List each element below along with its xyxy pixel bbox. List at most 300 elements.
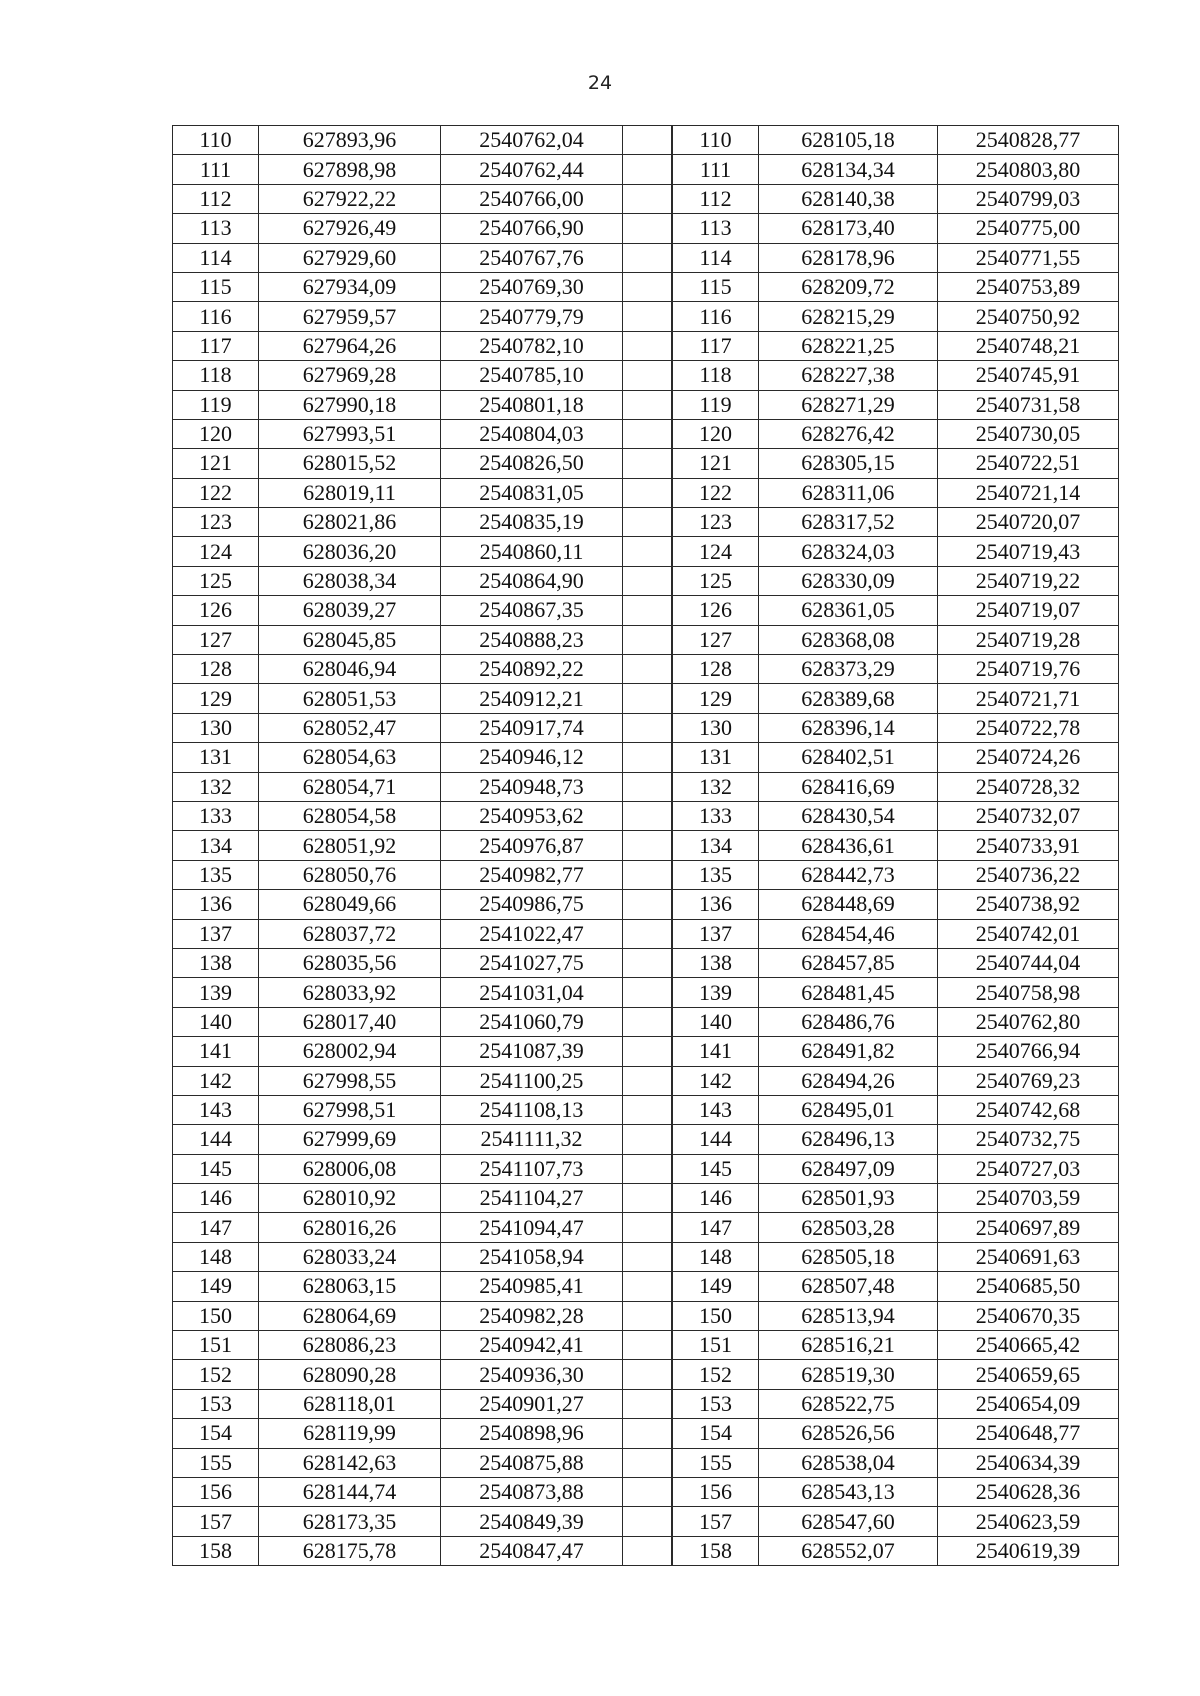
y-coordinate-cell: 2540719,76 bbox=[938, 655, 1119, 684]
empty-cell bbox=[623, 978, 672, 1007]
y-coordinate-cell: 2541087,39 bbox=[441, 1037, 623, 1066]
point-number-cell: 120 bbox=[173, 419, 259, 448]
y-coordinate-cell: 2541111,32 bbox=[441, 1125, 623, 1154]
point-number-cell: 116 bbox=[673, 302, 759, 331]
table-row bbox=[673, 625, 1119, 654]
x-coordinate-cell: 628505,18 bbox=[759, 1242, 938, 1271]
y-coordinate-cell: 2540750,92 bbox=[938, 302, 1119, 331]
x-coordinate-cell: 628037,72 bbox=[259, 919, 441, 948]
point-number-cell: 120 bbox=[673, 419, 759, 448]
x-coordinate-cell: 628402,51 bbox=[759, 743, 938, 772]
y-coordinate-cell: 2540697,89 bbox=[938, 1213, 1119, 1242]
table-row bbox=[173, 302, 672, 331]
x-coordinate-cell: 628513,94 bbox=[759, 1301, 938, 1330]
point-number-cell: 152 bbox=[173, 1360, 259, 1389]
table-row bbox=[673, 566, 1119, 595]
table-row bbox=[173, 978, 672, 1007]
y-coordinate-cell: 2540769,30 bbox=[441, 272, 623, 301]
empty-cell bbox=[623, 919, 672, 948]
table-row bbox=[173, 1272, 672, 1301]
page-number: 24 bbox=[587, 72, 613, 94]
table-row bbox=[173, 890, 672, 919]
empty-cell bbox=[623, 1037, 672, 1066]
table-row bbox=[673, 302, 1119, 331]
y-coordinate-cell: 2541058,94 bbox=[441, 1242, 623, 1271]
y-coordinate-cell: 2540738,92 bbox=[938, 890, 1119, 919]
table-row bbox=[173, 1154, 672, 1183]
x-coordinate-cell: 628051,53 bbox=[259, 684, 441, 713]
y-coordinate-cell: 2540732,75 bbox=[938, 1125, 1119, 1154]
x-coordinate-cell: 628175,78 bbox=[259, 1536, 441, 1565]
right-coordinate-table bbox=[672, 125, 1119, 1566]
point-number-cell: 142 bbox=[173, 1066, 259, 1095]
x-coordinate-cell: 628221,25 bbox=[759, 331, 938, 360]
y-coordinate-cell: 2540804,03 bbox=[441, 419, 623, 448]
point-number-cell: 119 bbox=[173, 390, 259, 419]
empty-cell bbox=[623, 1184, 672, 1213]
y-coordinate-cell: 2540648,77 bbox=[938, 1419, 1119, 1448]
point-number-cell: 141 bbox=[673, 1037, 759, 1066]
table-row bbox=[673, 801, 1119, 830]
point-number-cell: 158 bbox=[673, 1536, 759, 1565]
point-number-cell: 140 bbox=[173, 1007, 259, 1036]
y-coordinate-cell: 2540728,32 bbox=[938, 772, 1119, 801]
y-coordinate-cell: 2540719,43 bbox=[938, 537, 1119, 566]
table-row bbox=[673, 1095, 1119, 1124]
table-row bbox=[673, 1125, 1119, 1154]
y-coordinate-cell: 2541022,47 bbox=[441, 919, 623, 948]
x-coordinate-cell: 628396,14 bbox=[759, 713, 938, 742]
point-number-cell: 116 bbox=[173, 302, 259, 331]
table-row bbox=[673, 948, 1119, 977]
y-coordinate-cell: 2540917,74 bbox=[441, 713, 623, 742]
y-coordinate-cell: 2540753,89 bbox=[938, 272, 1119, 301]
table-row bbox=[173, 743, 672, 772]
empty-cell bbox=[623, 801, 672, 830]
point-number-cell: 129 bbox=[173, 684, 259, 713]
table-row bbox=[173, 478, 672, 507]
x-coordinate-cell: 628501,93 bbox=[759, 1184, 938, 1213]
y-coordinate-cell: 2540634,39 bbox=[938, 1448, 1119, 1477]
y-coordinate-cell: 2540744,04 bbox=[938, 948, 1119, 977]
y-coordinate-cell: 2540719,07 bbox=[938, 596, 1119, 625]
point-number-cell: 128 bbox=[673, 655, 759, 684]
y-coordinate-cell: 2540771,55 bbox=[938, 243, 1119, 272]
point-number-cell: 150 bbox=[673, 1301, 759, 1330]
point-number-cell: 133 bbox=[173, 801, 259, 830]
x-coordinate-cell: 628552,07 bbox=[759, 1536, 938, 1565]
x-coordinate-cell: 628494,26 bbox=[759, 1066, 938, 1095]
x-coordinate-cell: 627969,28 bbox=[259, 361, 441, 390]
empty-cell bbox=[623, 126, 672, 155]
y-coordinate-cell: 2540719,28 bbox=[938, 625, 1119, 654]
table-row bbox=[173, 1213, 672, 1242]
table-row bbox=[673, 1301, 1119, 1330]
y-coordinate-cell: 2540742,01 bbox=[938, 919, 1119, 948]
point-number-cell: 156 bbox=[673, 1477, 759, 1506]
y-coordinate-cell: 2540745,91 bbox=[938, 361, 1119, 390]
table-row bbox=[673, 126, 1119, 155]
point-number-cell: 121 bbox=[173, 449, 259, 478]
y-coordinate-cell: 2540799,03 bbox=[938, 184, 1119, 213]
point-number-cell: 147 bbox=[173, 1213, 259, 1242]
table-row bbox=[673, 743, 1119, 772]
table-row bbox=[173, 684, 672, 713]
x-coordinate-cell: 628015,52 bbox=[259, 449, 441, 478]
table-row bbox=[673, 537, 1119, 566]
point-number-cell: 117 bbox=[173, 331, 259, 360]
x-coordinate-cell: 628538,04 bbox=[759, 1448, 938, 1477]
point-number-cell: 146 bbox=[673, 1184, 759, 1213]
y-coordinate-cell: 2540864,90 bbox=[441, 566, 623, 595]
x-coordinate-cell: 628497,09 bbox=[759, 1154, 938, 1183]
table-row bbox=[673, 1037, 1119, 1066]
point-number-cell: 134 bbox=[673, 831, 759, 860]
x-coordinate-cell: 628442,73 bbox=[759, 860, 938, 889]
table-row bbox=[673, 1507, 1119, 1536]
x-coordinate-cell: 627898,98 bbox=[259, 155, 441, 184]
table-row bbox=[173, 449, 672, 478]
x-coordinate-cell: 628002,94 bbox=[259, 1037, 441, 1066]
x-coordinate-cell: 628140,38 bbox=[759, 184, 938, 213]
table-row bbox=[173, 772, 672, 801]
x-coordinate-cell: 628227,38 bbox=[759, 361, 938, 390]
y-coordinate-cell: 2540985,41 bbox=[441, 1272, 623, 1301]
empty-cell bbox=[623, 1331, 672, 1360]
y-coordinate-cell: 2540982,28 bbox=[441, 1301, 623, 1330]
y-coordinate-cell: 2540736,22 bbox=[938, 860, 1119, 889]
y-coordinate-cell: 2540892,22 bbox=[441, 655, 623, 684]
y-coordinate-cell: 2540782,10 bbox=[441, 331, 623, 360]
x-coordinate-cell: 628526,56 bbox=[759, 1419, 938, 1448]
point-number-cell: 136 bbox=[673, 890, 759, 919]
y-coordinate-cell: 2540742,68 bbox=[938, 1095, 1119, 1124]
table-row bbox=[173, 713, 672, 742]
point-number-cell: 135 bbox=[673, 860, 759, 889]
empty-cell bbox=[623, 1477, 672, 1506]
point-number-cell: 145 bbox=[173, 1154, 259, 1183]
y-coordinate-cell: 2540659,65 bbox=[938, 1360, 1119, 1389]
x-coordinate-cell: 628134,34 bbox=[759, 155, 938, 184]
empty-cell bbox=[623, 743, 672, 772]
y-coordinate-cell: 2540670,35 bbox=[938, 1301, 1119, 1330]
table-row bbox=[173, 1536, 672, 1565]
point-number-cell: 131 bbox=[673, 743, 759, 772]
point-number-cell: 124 bbox=[173, 537, 259, 566]
point-number-cell: 151 bbox=[173, 1331, 259, 1360]
table-row bbox=[173, 1389, 672, 1418]
table-row bbox=[173, 1007, 672, 1036]
point-number-cell: 117 bbox=[673, 331, 759, 360]
table-row bbox=[173, 1360, 672, 1389]
point-number-cell: 127 bbox=[673, 625, 759, 654]
empty-cell bbox=[623, 596, 672, 625]
x-coordinate-cell: 628276,42 bbox=[759, 419, 938, 448]
y-coordinate-cell: 2540803,80 bbox=[938, 155, 1119, 184]
x-coordinate-cell: 627999,69 bbox=[259, 1125, 441, 1154]
point-number-cell: 121 bbox=[673, 449, 759, 478]
y-coordinate-cell: 2540721,71 bbox=[938, 684, 1119, 713]
table-row bbox=[173, 566, 672, 595]
x-coordinate-cell: 628017,40 bbox=[259, 1007, 441, 1036]
x-coordinate-cell: 628019,11 bbox=[259, 478, 441, 507]
point-number-cell: 146 bbox=[173, 1184, 259, 1213]
table-row bbox=[173, 596, 672, 625]
point-number-cell: 157 bbox=[173, 1507, 259, 1536]
x-coordinate-cell: 628038,34 bbox=[259, 566, 441, 595]
x-coordinate-cell: 628373,29 bbox=[759, 655, 938, 684]
x-coordinate-cell: 627998,51 bbox=[259, 1095, 441, 1124]
table-row bbox=[173, 1448, 672, 1477]
table-row bbox=[673, 1389, 1119, 1418]
empty-cell bbox=[623, 361, 672, 390]
table-row bbox=[173, 1419, 672, 1448]
y-coordinate-cell: 2540762,80 bbox=[938, 1007, 1119, 1036]
y-coordinate-cell: 2540873,88 bbox=[441, 1477, 623, 1506]
table-row bbox=[173, 184, 672, 213]
y-coordinate-cell: 2540654,09 bbox=[938, 1389, 1119, 1418]
point-number-cell: 112 bbox=[173, 184, 259, 213]
x-coordinate-cell: 628064,69 bbox=[259, 1301, 441, 1330]
y-coordinate-cell: 2540936,30 bbox=[441, 1360, 623, 1389]
x-coordinate-cell: 628457,85 bbox=[759, 948, 938, 977]
point-number-cell: 131 bbox=[173, 743, 259, 772]
empty-cell bbox=[623, 272, 672, 301]
point-number-cell: 149 bbox=[673, 1272, 759, 1301]
table-row bbox=[173, 390, 672, 419]
y-coordinate-cell: 2540860,11 bbox=[441, 537, 623, 566]
point-number-cell: 132 bbox=[173, 772, 259, 801]
table-row bbox=[673, 1066, 1119, 1095]
table-row bbox=[673, 390, 1119, 419]
x-coordinate-cell: 628389,68 bbox=[759, 684, 938, 713]
y-coordinate-cell: 2541107,73 bbox=[441, 1154, 623, 1183]
point-number-cell: 155 bbox=[173, 1448, 259, 1477]
table-row bbox=[673, 684, 1119, 713]
x-coordinate-cell: 628090,28 bbox=[259, 1360, 441, 1389]
empty-cell bbox=[623, 831, 672, 860]
x-coordinate-cell: 628054,63 bbox=[259, 743, 441, 772]
y-coordinate-cell: 2540766,94 bbox=[938, 1037, 1119, 1066]
point-number-cell: 123 bbox=[173, 508, 259, 537]
table-row bbox=[673, 361, 1119, 390]
x-coordinate-cell: 627893,96 bbox=[259, 126, 441, 155]
empty-cell bbox=[623, 302, 672, 331]
table-row bbox=[673, 508, 1119, 537]
table-row bbox=[673, 890, 1119, 919]
y-coordinate-cell: 2540982,77 bbox=[441, 860, 623, 889]
y-coordinate-cell: 2540724,26 bbox=[938, 743, 1119, 772]
x-coordinate-cell: 628368,08 bbox=[759, 625, 938, 654]
y-coordinate-cell: 2540766,90 bbox=[441, 214, 623, 243]
x-coordinate-cell: 628063,15 bbox=[259, 1272, 441, 1301]
empty-cell bbox=[623, 1095, 672, 1124]
table-row bbox=[673, 1213, 1119, 1242]
table-row bbox=[173, 331, 672, 360]
point-number-cell: 153 bbox=[173, 1389, 259, 1418]
y-coordinate-cell: 2541060,79 bbox=[441, 1007, 623, 1036]
x-coordinate-cell: 628495,01 bbox=[759, 1095, 938, 1124]
point-number-cell: 123 bbox=[673, 508, 759, 537]
point-number-cell: 141 bbox=[173, 1037, 259, 1066]
table-row bbox=[673, 1007, 1119, 1036]
table-row bbox=[173, 508, 672, 537]
point-number-cell: 110 bbox=[173, 126, 259, 155]
point-number-cell: 114 bbox=[673, 243, 759, 272]
point-number-cell: 115 bbox=[673, 272, 759, 301]
empty-cell bbox=[623, 890, 672, 919]
empty-cell bbox=[623, 390, 672, 419]
x-coordinate-cell: 628519,30 bbox=[759, 1360, 938, 1389]
point-number-cell: 145 bbox=[673, 1154, 759, 1183]
y-coordinate-cell: 2540948,73 bbox=[441, 772, 623, 801]
point-number-cell: 136 bbox=[173, 890, 259, 919]
table-row bbox=[173, 272, 672, 301]
x-coordinate-cell: 628547,60 bbox=[759, 1507, 938, 1536]
x-coordinate-cell: 627934,09 bbox=[259, 272, 441, 301]
x-coordinate-cell: 628503,28 bbox=[759, 1213, 938, 1242]
empty-cell bbox=[623, 331, 672, 360]
table-row bbox=[173, 361, 672, 390]
table-row bbox=[173, 1242, 672, 1271]
y-coordinate-cell: 2540731,58 bbox=[938, 390, 1119, 419]
x-coordinate-cell: 628049,66 bbox=[259, 890, 441, 919]
x-coordinate-cell: 628105,18 bbox=[759, 126, 938, 155]
table-row bbox=[673, 331, 1119, 360]
point-number-cell: 135 bbox=[173, 860, 259, 889]
y-coordinate-cell: 2540942,41 bbox=[441, 1331, 623, 1360]
y-coordinate-cell: 2540785,10 bbox=[441, 361, 623, 390]
y-coordinate-cell: 2540953,62 bbox=[441, 801, 623, 830]
point-number-cell: 143 bbox=[173, 1095, 259, 1124]
x-coordinate-cell: 628142,63 bbox=[259, 1448, 441, 1477]
point-number-cell: 133 bbox=[673, 801, 759, 830]
table-row bbox=[673, 1536, 1119, 1565]
point-number-cell: 115 bbox=[173, 272, 259, 301]
table-row bbox=[673, 713, 1119, 742]
empty-cell bbox=[623, 713, 672, 742]
table-row bbox=[673, 1360, 1119, 1389]
empty-cell bbox=[623, 449, 672, 478]
table-row bbox=[173, 655, 672, 684]
y-coordinate-cell: 2541031,04 bbox=[441, 978, 623, 1007]
point-number-cell: 127 bbox=[173, 625, 259, 654]
x-coordinate-cell: 628016,26 bbox=[259, 1213, 441, 1242]
point-number-cell: 126 bbox=[673, 596, 759, 625]
x-coordinate-cell: 628436,61 bbox=[759, 831, 938, 860]
point-number-cell: 149 bbox=[173, 1272, 259, 1301]
point-number-cell: 125 bbox=[173, 566, 259, 595]
empty-cell bbox=[623, 1419, 672, 1448]
x-coordinate-cell: 628324,03 bbox=[759, 537, 938, 566]
y-coordinate-cell: 2540828,77 bbox=[938, 126, 1119, 155]
point-number-cell: 148 bbox=[173, 1242, 259, 1271]
table-row bbox=[173, 1037, 672, 1066]
point-number-cell: 119 bbox=[673, 390, 759, 419]
y-coordinate-cell: 2540719,22 bbox=[938, 566, 1119, 595]
empty-cell bbox=[623, 625, 672, 654]
x-coordinate-cell: 627929,60 bbox=[259, 243, 441, 272]
x-coordinate-cell: 627926,49 bbox=[259, 214, 441, 243]
x-coordinate-cell: 628173,35 bbox=[259, 1507, 441, 1536]
y-coordinate-cell: 2540946,12 bbox=[441, 743, 623, 772]
point-number-cell: 130 bbox=[673, 713, 759, 742]
x-coordinate-cell: 627922,22 bbox=[259, 184, 441, 213]
empty-cell bbox=[623, 214, 672, 243]
x-coordinate-cell: 628215,29 bbox=[759, 302, 938, 331]
y-coordinate-cell: 2540762,04 bbox=[441, 126, 623, 155]
table-row bbox=[673, 1154, 1119, 1183]
empty-cell bbox=[623, 508, 672, 537]
point-number-cell: 113 bbox=[173, 214, 259, 243]
y-coordinate-cell: 2540867,35 bbox=[441, 596, 623, 625]
empty-cell bbox=[623, 1272, 672, 1301]
y-coordinate-cell: 2540901,27 bbox=[441, 1389, 623, 1418]
table-row bbox=[673, 831, 1119, 860]
x-coordinate-cell: 628033,92 bbox=[259, 978, 441, 1007]
y-coordinate-cell: 2540831,05 bbox=[441, 478, 623, 507]
table-row bbox=[673, 1242, 1119, 1271]
y-coordinate-cell: 2540691,63 bbox=[938, 1242, 1119, 1271]
empty-cell bbox=[623, 1507, 672, 1536]
empty-cell bbox=[623, 537, 672, 566]
x-coordinate-cell: 628491,82 bbox=[759, 1037, 938, 1066]
table-row bbox=[173, 419, 672, 448]
y-coordinate-cell: 2540769,23 bbox=[938, 1066, 1119, 1095]
point-number-cell: 158 bbox=[173, 1536, 259, 1565]
table-row bbox=[173, 1184, 672, 1213]
x-coordinate-cell: 628173,40 bbox=[759, 214, 938, 243]
y-coordinate-cell: 2540888,23 bbox=[441, 625, 623, 654]
empty-cell bbox=[623, 419, 672, 448]
x-coordinate-cell: 628036,20 bbox=[259, 537, 441, 566]
y-coordinate-cell: 2540898,96 bbox=[441, 1419, 623, 1448]
table-row bbox=[173, 625, 672, 654]
empty-cell bbox=[623, 948, 672, 977]
empty-cell bbox=[623, 1360, 672, 1389]
table-row bbox=[673, 655, 1119, 684]
y-coordinate-cell: 2540619,39 bbox=[938, 1536, 1119, 1565]
table-row bbox=[173, 1331, 672, 1360]
x-coordinate-cell: 628448,69 bbox=[759, 890, 938, 919]
x-coordinate-cell: 628021,86 bbox=[259, 508, 441, 537]
table-row bbox=[673, 1448, 1119, 1477]
point-number-cell: 147 bbox=[673, 1213, 759, 1242]
y-coordinate-cell: 2540730,05 bbox=[938, 419, 1119, 448]
y-coordinate-cell: 2540849,39 bbox=[441, 1507, 623, 1536]
table-row bbox=[173, 126, 672, 155]
x-coordinate-cell: 628052,47 bbox=[259, 713, 441, 742]
x-coordinate-cell: 628543,13 bbox=[759, 1477, 938, 1506]
x-coordinate-cell: 628086,23 bbox=[259, 1331, 441, 1360]
y-coordinate-cell: 2540665,42 bbox=[938, 1331, 1119, 1360]
table-row bbox=[673, 155, 1119, 184]
empty-cell bbox=[623, 478, 672, 507]
empty-cell bbox=[623, 772, 672, 801]
y-coordinate-cell: 2540722,51 bbox=[938, 449, 1119, 478]
point-number-cell: 144 bbox=[673, 1125, 759, 1154]
point-number-cell: 142 bbox=[673, 1066, 759, 1095]
point-number-cell: 114 bbox=[173, 243, 259, 272]
point-number-cell: 118 bbox=[173, 361, 259, 390]
x-coordinate-cell: 627964,26 bbox=[259, 331, 441, 360]
table-row bbox=[173, 214, 672, 243]
x-coordinate-cell: 628430,54 bbox=[759, 801, 938, 830]
point-number-cell: 157 bbox=[673, 1507, 759, 1536]
point-number-cell: 118 bbox=[673, 361, 759, 390]
point-number-cell: 156 bbox=[173, 1477, 259, 1506]
point-number-cell: 122 bbox=[173, 478, 259, 507]
